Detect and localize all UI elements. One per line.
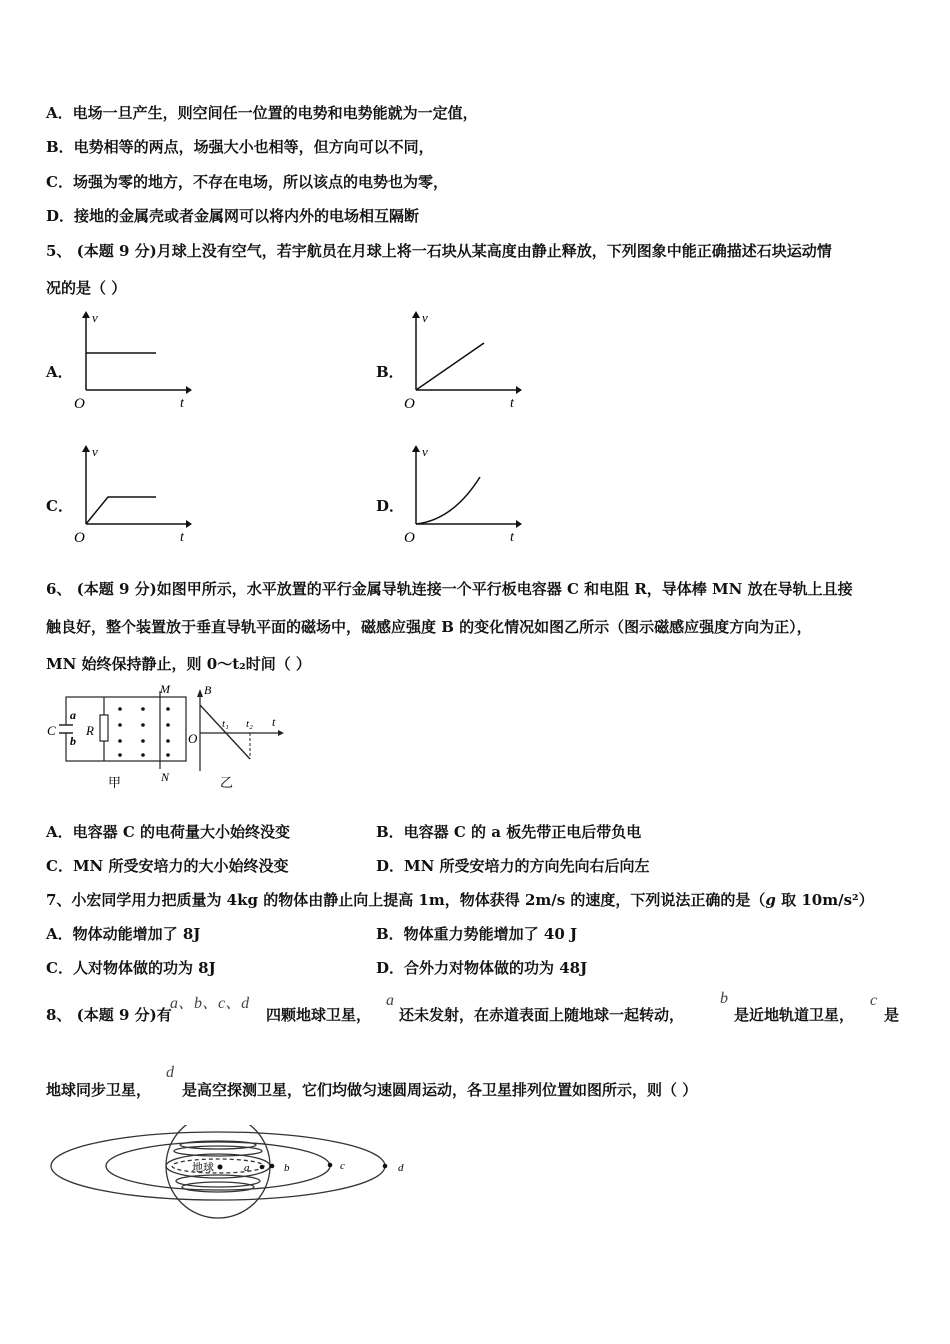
q8-line2-a: 地球同步卫星， xyxy=(46,1081,152,1099)
q7-stem-g: g xyxy=(765,891,776,909)
q5-graph-a xyxy=(68,308,193,413)
q8-sat-b-dot xyxy=(270,1164,275,1169)
q5-stem-line1: 5、 (本题 9 分)月球上没有空气，若宇航员在月球上将一石块从某高度由静止释放，下列图象中能正确描述石块运动情 xyxy=(46,242,832,260)
q6-figure-jia xyxy=(44,683,189,793)
q7-stem-b: 取 10m/s²） xyxy=(775,891,874,909)
q6-label-m: M xyxy=(160,683,170,696)
q8-sat-c-dot xyxy=(328,1163,333,1168)
q5-graph-c-v: v xyxy=(92,444,98,459)
q5-label-b: B． xyxy=(376,363,404,381)
q8-label-d: d xyxy=(398,1162,404,1174)
q5-graph-b-curve xyxy=(416,343,484,390)
q6-label-t2: t₂ xyxy=(246,718,253,730)
q6-label-o: O xyxy=(188,731,198,746)
q5-graph-d-o: O xyxy=(404,530,415,546)
q8-orbit-figure xyxy=(44,1125,424,1220)
q6-label-c: C xyxy=(47,723,56,738)
q7-option-c: C．人对物体做的功为 8J xyxy=(46,959,216,977)
q4-option-d: D．接地的金属壳或者金属网可以将内外的电场相互隔断 xyxy=(46,207,420,225)
q5-graph-a-v: v xyxy=(92,310,98,325)
q6-stem-line2: 触良好，整个装置放于垂直导轨平面的磁场中，磁感应强度 B 的变化情况如图乙所示（图示磁感应强度方向为正）， xyxy=(46,618,812,636)
q8-stem-prefix: 8、 (本题 9 分)有 xyxy=(46,1006,172,1024)
q8-sat-d: d xyxy=(166,1064,174,1081)
q6-option-c: C．MN 所受安培力的大小始终没变 xyxy=(46,857,289,875)
q4-option-a: A．电场一旦产生，则空间任一位置的电势和电势能就为一定值， xyxy=(46,104,478,122)
q6-option-a: A．电容器 C 的电荷量大小始终没变 xyxy=(46,823,291,841)
q5-label-a: A． xyxy=(46,363,73,381)
q8-part1: 四颗地球卫星， xyxy=(266,1006,372,1024)
q8-sat-d-dot xyxy=(383,1164,388,1169)
q7-stem xyxy=(46,889,874,910)
q6-label-r: R xyxy=(86,723,94,738)
q5-graph-c-curve xyxy=(86,497,156,524)
q8-part4: 是 xyxy=(884,1006,900,1024)
q5-stem-line2: 况的是（ ） xyxy=(46,279,127,297)
q5-graph-c-o: O xyxy=(74,530,85,546)
q7-option-b: B．物体重力势能增加了 40 J xyxy=(376,925,578,943)
q6-caption-yi: 乙 xyxy=(220,775,234,790)
q8-part3: 是近地轨道卫星， xyxy=(734,1006,855,1024)
q8-sat-a: a xyxy=(386,992,394,1009)
q4-option-c: C．场强为零的地方，不存在电场，所以该点的电势也为零， xyxy=(46,173,448,191)
q8-sat-b: b xyxy=(720,990,728,1007)
q8-label-c: c xyxy=(340,1160,345,1172)
q8-sat-c: c xyxy=(870,992,878,1009)
q8-line2-b: 是高空探测卫星，它们均做匀速圆周运动，各卫星排列位置如图所示，则（ ） xyxy=(182,1081,698,1099)
q7-option-a: A．物体动能增加了 8J xyxy=(46,925,201,943)
q8-label-b: b xyxy=(284,1162,290,1174)
q5-graph-d-v: v xyxy=(422,444,428,459)
q6-option-b: B．电容器 C 的 a 板先带正电后带负电 xyxy=(376,823,642,841)
q8-part2: 还未发射，在赤道表面上随地球一起转动， xyxy=(399,1006,685,1024)
q5-graph-d-curve xyxy=(416,477,480,524)
q6-figure-yi xyxy=(186,683,286,793)
q5-graph-b-o: O xyxy=(404,396,415,412)
q5-graph-b-v: v xyxy=(422,310,428,325)
q6-label-n: N xyxy=(161,770,170,784)
q7-option-d: D．合外力对物体做的功为 48J xyxy=(376,959,588,977)
q5-graph-d-t: t xyxy=(510,530,514,545)
q8-earth-center-dot xyxy=(218,1165,223,1170)
q8-sats: a、b、c、d xyxy=(170,995,250,1012)
q6-label-big-b: B xyxy=(204,683,212,697)
q6-caption-jia: 甲 xyxy=(108,775,122,790)
q5-graph-c xyxy=(68,442,193,547)
q5-label-d: D． xyxy=(376,497,405,515)
q6-label-t1: t₁ xyxy=(222,718,229,730)
q5-graph-a-t: t xyxy=(180,396,184,411)
q5-graph-b xyxy=(398,308,523,413)
q4-option-b: B．电势相等的两点，场强大小也相等，但方向可以不同， xyxy=(46,138,434,156)
q6-label-a: a xyxy=(70,708,76,722)
q8-sat-a-dot xyxy=(260,1165,265,1170)
q8-label-earth: 地球 xyxy=(192,1162,214,1174)
q6-b-line xyxy=(200,705,250,759)
q5-graph-d xyxy=(398,442,523,547)
q5-graph-b-t: t xyxy=(510,396,514,411)
q6-stem-line3: MN 始终保持静止，则 0～t₂时间（ ） xyxy=(46,655,311,673)
q7-stem-a: 7、小宏同学用力把质量为 4kg 的物体由静止向上提高 1m，物体获得 2m/s 的速度，下列说法正确的是（ xyxy=(46,891,766,909)
q6-stem-line1: 6、 (本题 9 分)如图甲所示，水平放置的平行金属导轨连接一个平行板电容器 C 和电阻 R，导体棒 MN 放在导轨上且接 xyxy=(46,580,853,598)
q6-label-b: b xyxy=(70,734,76,748)
q8-label-a: a xyxy=(244,1162,250,1174)
q6-option-d: D．MN 所受安培力的方向先向右后向左 xyxy=(376,857,650,875)
q5-graph-c-t: t xyxy=(180,530,184,545)
q6-label-t: t xyxy=(272,715,276,729)
q5-label-c: C． xyxy=(46,497,73,515)
q8-earth-circle xyxy=(166,1125,270,1218)
q5-graph-a-o: O xyxy=(74,396,85,412)
